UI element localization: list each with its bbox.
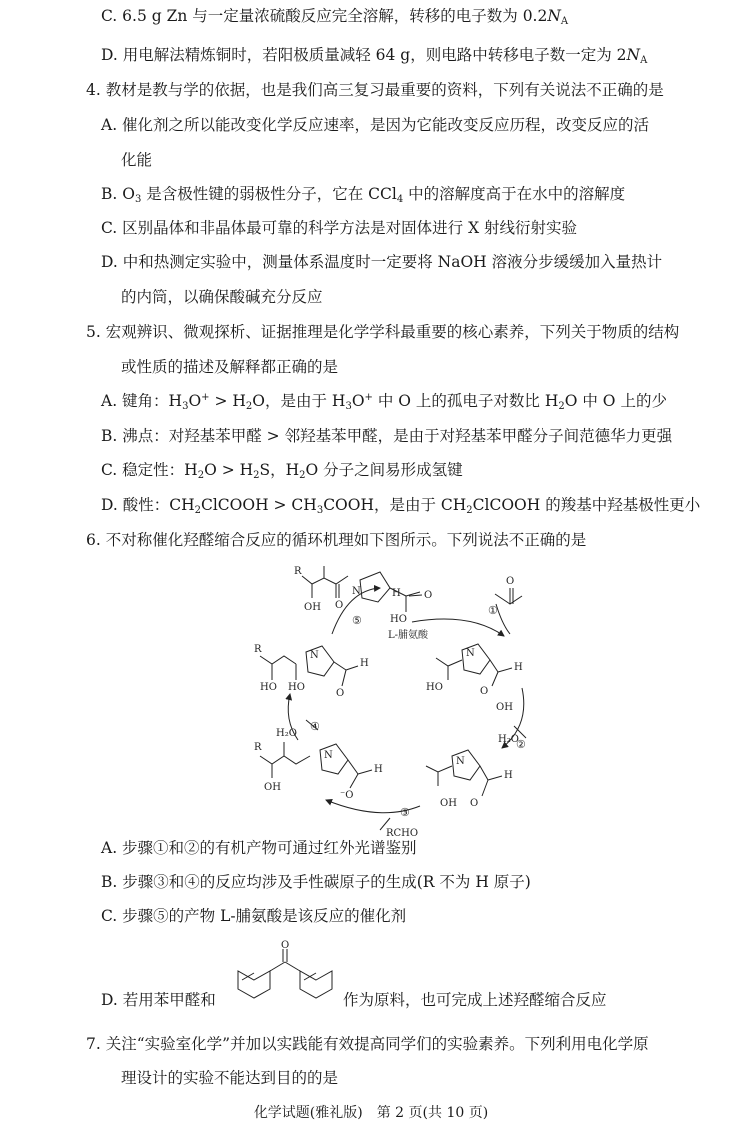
page-footer: 化学试题(雅礼版) 第 2 页(共 10 页) xyxy=(253,1105,489,1121)
q5-stem-cont: 或性质的描述及解释都正确的是 xyxy=(121,358,339,376)
q4-option-d-cont: 的内筒，以确保酸碱充分反应 xyxy=(121,288,323,306)
diagram-label-n2: N xyxy=(466,648,475,659)
diagram-label-o5: O xyxy=(470,798,479,809)
q6-stem: 6. 不对称催化羟醛缩合反应的循环机理如下图所示。下列说法不正确的是 xyxy=(86,531,587,549)
q5-option-d: D. 酸性：$CH_2ClCOOH$ > $CH_3COOH$，是由于 $CH_2ClCOOH$ 的羧基中羟基极性更小 xyxy=(101,496,701,516)
q6-option-d-post: 作为原料，也可完成上述羟醛缩合反应 xyxy=(343,991,607,1009)
q4-option-a: A. 催化剂之所以能改变化学反应速率，是因为它能改变反应历程，改变反应的活 xyxy=(101,116,650,134)
diagram-label-n1: N xyxy=(352,586,361,597)
diagram-catalyst-label: L-脯氨酸 xyxy=(388,630,429,641)
diagram-label-n4: N xyxy=(324,750,333,761)
diagram-label-n3: N xyxy=(456,756,465,767)
diagram-label-ho4: HO xyxy=(260,682,277,693)
q4-stem: 4. 教材是教与学的依据，也是我们高三复习最重要的资料，下列有关说法不正确的是 xyxy=(86,81,664,99)
diagram-label-minus-o: ⁻O xyxy=(340,790,354,801)
q6-option-b: B. 步骤③和④的反应均涉及手性碳原子的生成(R 不为 H 原子) xyxy=(101,873,531,891)
diagram-label-n5: N xyxy=(310,650,319,661)
q6-option-c: C. 步骤⑤的产物 L-脯氨酸是该反应的催化剂 xyxy=(101,907,407,925)
diagram-label-r3: R xyxy=(254,644,262,655)
q4-option-d: D. 中和热测定实验中，测量体系温度时一定要将 NaOH 溶液分步缓缓加入量热计 xyxy=(101,253,663,271)
diagram-label-h5: H xyxy=(360,658,369,669)
diagram-label-ho5: HO xyxy=(288,682,305,693)
diagram-label-h1: H xyxy=(392,588,401,599)
diagram-label-ho1: HO xyxy=(390,614,407,625)
diagram-label-o2: O xyxy=(424,590,433,601)
q4-option-b: B. $O_3$ 是含极性键的弱极性分子，它在 CCl$_4$ 中的溶解度高于在水中的溶解度 xyxy=(101,185,626,205)
diagram-label-h2o2: H₂O xyxy=(276,728,297,739)
q3-option-c: C. 6.5 g Zn 与一定量浓硫酸反应完全溶解，转移的电子数为 $0.2N_A$ xyxy=(101,7,569,27)
benzophenone-o-label: O xyxy=(281,940,290,951)
diagram-label-o1: O xyxy=(335,600,344,611)
q7-stem: 7. 关注“实验室化学”并加以实践能有效提高同学们的实验素养。下列利用电化学原 xyxy=(86,1035,649,1053)
q6-option-a: A. 步骤①和②的有机产物可通过红外光谱鉴别 xyxy=(101,839,417,857)
q4-option-a-cont: 化能 xyxy=(121,151,153,169)
q5-option-c: C. 稳定性：$H_2O > H_2S$，$H_2O$ 分子之间易形成氢键 xyxy=(101,461,463,481)
diagram-label-h4: H xyxy=(374,764,383,775)
diagram-label-oh3: OH xyxy=(264,782,281,793)
q4-option-c: C. 区别晶体和非晶体最可靠的科学方法是对固体进行 X 射线衍射实验 xyxy=(101,219,578,237)
diagram-label-h2: H xyxy=(514,662,523,673)
diagram-step2: ② xyxy=(516,738,526,751)
diagram-label-o4: O xyxy=(480,686,489,697)
q6-option-d-pre: D. 若用苯甲醛和 xyxy=(101,991,216,1009)
diagram-label-oh2: OH xyxy=(496,702,513,713)
diagram-label-r1: R xyxy=(294,566,302,577)
diagram-step4: ④ xyxy=(310,720,320,733)
diagram-label-o6: O xyxy=(336,688,345,699)
diagram-label-r2: R xyxy=(254,742,262,753)
diagram-label-o3: O xyxy=(506,576,515,587)
q7-stem-cont: 理设计的实验不能达到目的的是 xyxy=(121,1069,339,1087)
benzophenone-structure xyxy=(232,940,338,1020)
diagram-label-h3: H xyxy=(504,770,513,781)
diagram-step3: ③ xyxy=(400,806,410,819)
diagram-step5: ⑤ xyxy=(352,614,362,627)
q5-option-b: B. 沸点：对羟基苯甲醛 > 邻羟基苯甲醛，是由于对羟基苯甲醛分子间范德华力更强 xyxy=(101,427,673,445)
aldol-cycle-diagram xyxy=(240,560,530,840)
diagram-step1: ① xyxy=(488,604,498,617)
diagram-label-ho3: OH xyxy=(440,798,457,809)
diagram-label-rcho: RCHO xyxy=(386,828,419,839)
diagram-label-h2o1: H₂O xyxy=(498,734,519,745)
diagram-label-oh1: OH xyxy=(304,602,321,613)
q3-option-d: D. 用电解法精炼铜时，若阳极质量减轻 64 g，则电路中转移电子数一定为 $2N_A$ xyxy=(101,46,648,66)
q5-option-a: A. 键角：$H_3O^+ > H_2O$，是由于 $H_3O^+$ 中 O 上的孤电子对数比 $H_2O$ 中 O 上的少 xyxy=(101,392,667,412)
q5-stem: 5. 宏观辨识、微观探析、证据推理是化学学科最重要的核心素养，下列关于物质的结构 xyxy=(86,323,680,341)
diagram-label-ho2: HO xyxy=(426,682,443,693)
